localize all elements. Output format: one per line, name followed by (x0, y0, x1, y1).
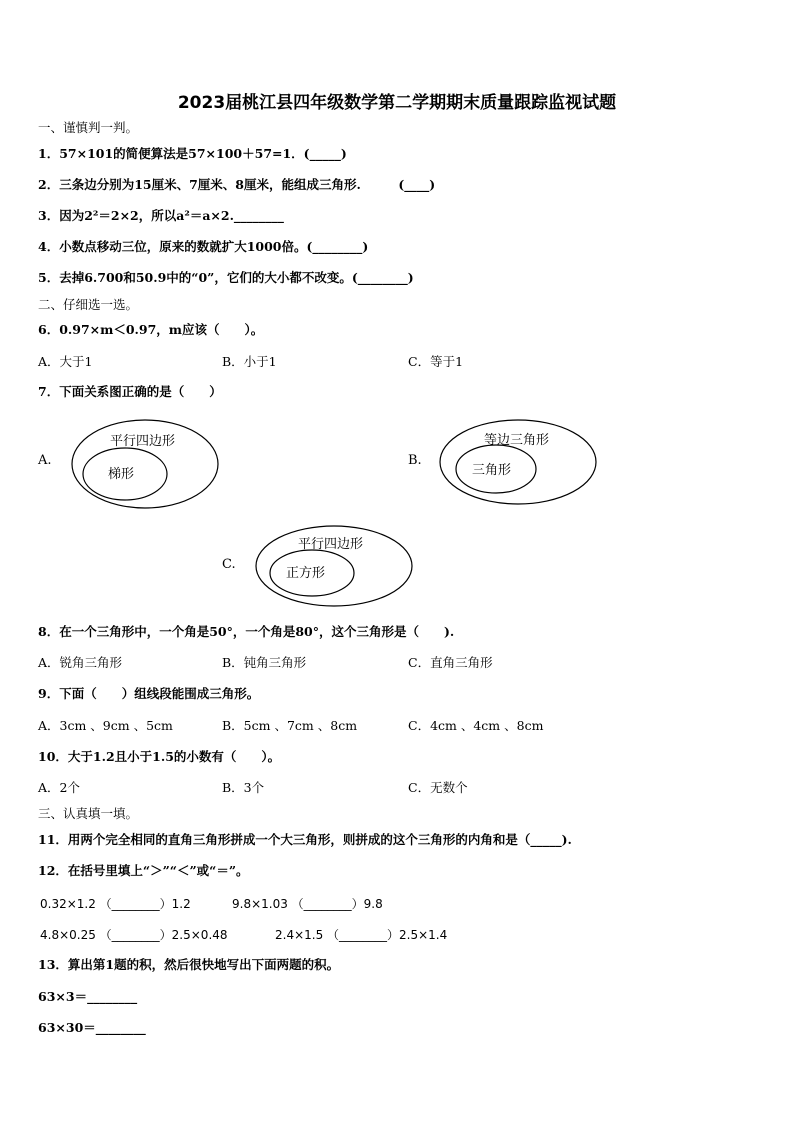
question-13-item-2: 63×30＝________ (38, 1020, 146, 1035)
question-12-item-3: 4.8×0.25 （________）2.5×0.48 (40, 928, 228, 942)
question-13: 13．算出第1题的积，然后很快地写出下面两题的积。 (38, 957, 340, 972)
diagram-b-label: B. (408, 453, 422, 468)
question-10-option-a: A．2个 (38, 780, 80, 795)
question-10: 10．大于1.2且小于1.5的小数有（ ）。 (38, 749, 281, 764)
question-9-option-c: C．4cm 、4cm 、8cm (408, 718, 544, 733)
section-1-heading: 一、谨慎判一判。 (38, 120, 139, 135)
question-2: 2．三条边分别为15厘米、7厘米、8厘米，能组成三角形. (____) (38, 177, 436, 192)
question-11: 11．用两个完全相同的直角三角形拼成一个大三角形，则拼成的这个三角形的内角和是（_____). (38, 832, 572, 847)
diagram-b-outer-label: 等边三角形 (484, 433, 550, 448)
question-10-option-b: B．3个 (222, 780, 265, 795)
question-6-option-b: B．小于1 (222, 354, 277, 369)
question-8: 8．在一个三角形中，一个角是50°，一个角是80°，这个三角形是（ ). (38, 624, 455, 639)
question-3: 3．因为2²＝2×2，所以a²＝a×2.________ (38, 208, 284, 223)
question-9-option-a: A．3cm 、9cm 、5cm (38, 718, 173, 733)
question-12-item-4: 2.4×1.5 （________）2.5×1.4 (275, 928, 448, 942)
question-10-option-c: C．无数个 (408, 780, 468, 795)
diagram-c-label: C. (222, 557, 236, 572)
question-6-option-c: C．等于1 (408, 354, 464, 369)
question-8-option-c: C．直角三角形 (408, 655, 493, 670)
question-8-option-a: A．锐角三角形 (38, 655, 123, 670)
diagram-a-outer-label: 平行四边形 (110, 434, 176, 449)
question-12-item-2: 9.8×1.03 （________）9.8 (232, 897, 383, 911)
question-4: 4．小数点移动三位，原来的数就扩大1000倍。(________) (38, 239, 369, 254)
section-2-heading: 二、仔细选一选。 (38, 297, 139, 312)
question-7: 7．下面关系图正确的是（ ） (38, 384, 222, 399)
question-6: 6．0.97×m＜0.97，m应该（ ）。 (38, 322, 264, 337)
question-1: 1．57×101的简便算法是57×100＋57=1．(_____) (38, 146, 347, 161)
question-13-item-1: 63×3＝________ (38, 989, 138, 1004)
question-12-item-1: 0.32×1.2 （________）1.2 (40, 897, 191, 911)
question-6-option-a: A．大于1 (38, 354, 93, 369)
page-title: 2023届桃江县四年级数学第二学期期末质量跟踪监视试题 (177, 93, 617, 113)
diagram-c (254, 524, 414, 608)
diagram-a-label: A. (38, 453, 52, 468)
diagram-b (438, 418, 598, 506)
question-9-option-b: B．5cm 、7cm 、8cm (222, 718, 358, 733)
diagram-a-inner-label: 梯形 (108, 467, 135, 482)
diagram-c-outer-label: 平行四边形 (298, 537, 364, 552)
question-12: 12．在括号里填上“＞”“＜”或“＝”。 (38, 863, 249, 878)
diagram-b-inner-label: 三角形 (472, 463, 512, 478)
diagram-a (70, 418, 220, 510)
diagram-c-inner-label: 正方形 (286, 566, 326, 581)
section-3-heading: 三、认真填一填。 (38, 806, 139, 821)
question-9: 9．下面（ ）组线段能围成三角形。 (38, 686, 260, 701)
question-5: 5．去掉6.700和50.9中的“0”，它们的大小都不改变。(________) (38, 270, 414, 285)
question-8-option-b: B．钝角三角形 (222, 655, 307, 670)
